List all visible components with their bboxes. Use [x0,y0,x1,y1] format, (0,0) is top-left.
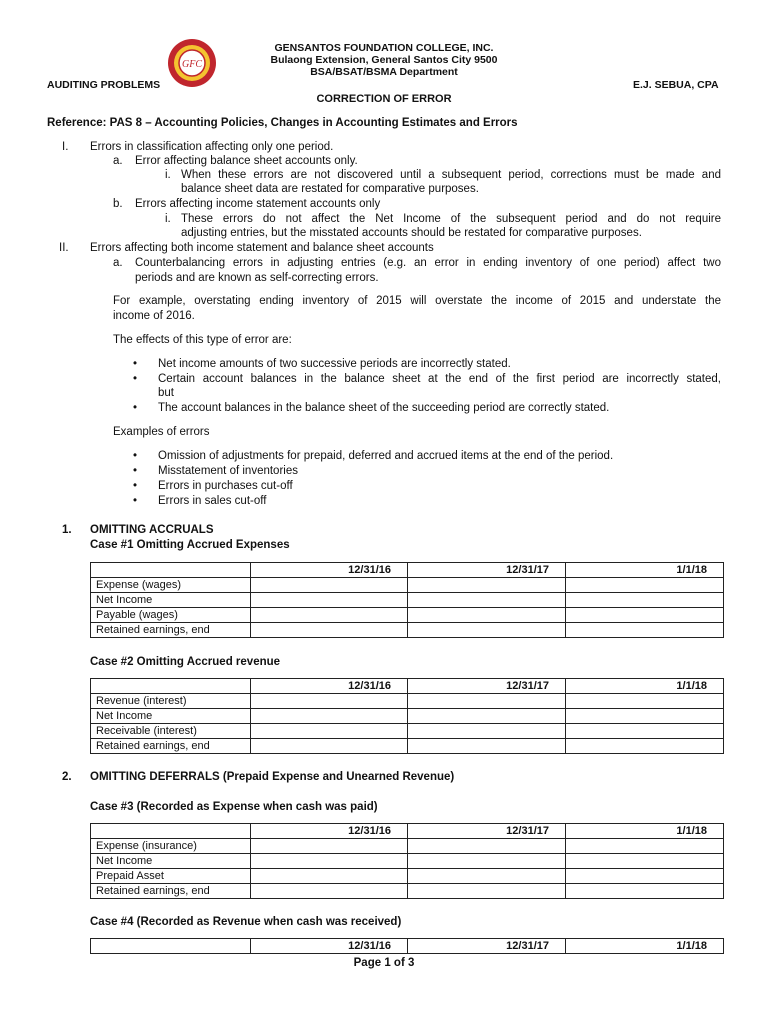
page-title: CORRECTION OF ERROR [316,93,452,105]
outline-num: a. [113,155,123,167]
outline-text: periods and are known as self-correcting errors. [135,272,379,284]
table-cell[interactable] [408,623,566,638]
table-cell[interactable] [408,739,566,754]
table-cell[interactable] [566,869,724,884]
row-label: Net Income [91,593,251,608]
case-title: Case #2 Omitting Accrued revenue [90,656,281,668]
table-cell[interactable] [408,884,566,899]
table-cell[interactable] [251,724,408,739]
table-row [91,839,724,854]
row-label: Payable (wages) [91,608,251,623]
table-row [91,854,724,869]
outline-num: II. [59,242,69,254]
table-cell[interactable] [251,854,408,869]
header-cell: 12/31/16 [251,939,408,954]
row-label: Expense (insurance) [91,839,251,854]
header-cell [91,939,251,954]
case-title: Case #1 Omitting Accrued Expenses [90,539,290,551]
header-cell [91,679,251,694]
header-cell: 1/1/18 [566,939,724,954]
table-cell[interactable] [251,709,408,724]
table-cell[interactable] [408,578,566,593]
table-row [91,739,724,754]
table-cell[interactable] [566,884,724,899]
table-cell[interactable] [408,709,566,724]
paragraph: The effects of this type of error are: [113,334,292,346]
outline-text: Error affecting balance sheet accounts only. [135,155,358,167]
table-cell[interactable] [251,694,408,709]
outline-num: i. [165,169,171,181]
case-table [90,678,724,754]
paragraph: Examples of errors [113,426,210,438]
header-cell: 12/31/16 [251,679,408,694]
table-cell[interactable] [408,839,566,854]
row-label: Retained earnings, end [91,739,251,754]
header-cell [91,563,251,578]
table-header-row [91,679,724,694]
row-label: Retained earnings, end [91,884,251,899]
table-cell[interactable] [251,593,408,608]
table-cell[interactable] [408,869,566,884]
row-label: Prepaid Asset [91,869,251,884]
table-cell[interactable] [251,608,408,623]
department: BSA/BSAT/BSMA Department [310,66,458,78]
table-cell[interactable] [566,608,724,623]
subject: AUDITING PROBLEMS [47,79,161,91]
section-title: OMITTING ACCRUALS [90,524,214,536]
list-item: • Net income amounts of two successive periods are incorrectly stated. [158,357,511,371]
header-cell: 1/1/18 [566,824,724,839]
outline-text: When these errors are not discovered until a subsequent period, corrections must be made and [181,169,721,181]
case-title: Case #4 (Recorded as Revenue when cash was received) [90,916,402,928]
table-cell[interactable] [408,724,566,739]
row-label: Revenue (interest) [91,694,251,709]
outline-text: Errors affecting income statement accounts only [135,198,381,210]
table-row [91,578,724,593]
table-row [91,869,724,884]
table-row [91,593,724,608]
table-cell[interactable] [408,854,566,869]
table-cell[interactable] [566,854,724,869]
table-cell[interactable] [566,739,724,754]
header-cell: 12/31/16 [251,563,408,578]
list-item: • Certain account balances in the balance sheet at the end of the first period are incorrectly stated, [158,372,721,386]
outline-text: adjusting entries, but the misstated accounts should be restated for comparative purposes. [181,227,642,239]
list-item-cont: but [158,387,174,399]
page-number: Page 1 of 3 [353,957,415,969]
case-title: Case #3 (Recorded as Expense when cash was paid) [90,801,378,813]
table-header-row [91,824,724,839]
section-num: 1. [62,524,72,536]
paragraph: For example, overstating ending inventory of 2015 will overstate the income of 2015 and understate the [113,295,721,307]
table-cell[interactable] [408,608,566,623]
table-cell[interactable] [251,623,408,638]
table-cell[interactable] [566,593,724,608]
paragraph: income of 2016. [113,310,195,322]
header-cell: 1/1/18 [566,563,724,578]
instructor: E.J. SEBUA, CPA [633,79,719,91]
header-cell: 12/31/17 [408,563,566,578]
table-header-row [91,563,724,578]
outline-text: Counterbalancing errors in adjusting entries (e.g. an error in ending inventory of one period) affect two [135,257,721,269]
table-cell[interactable] [408,593,566,608]
table-cell[interactable] [251,739,408,754]
section-title: OMITTING DEFERRALS (Prepaid Expense and Unearned Revenue) [90,771,455,783]
outline-text: balance sheet data are restated for comparative purposes. [181,183,479,195]
header-cell: 12/31/17 [408,679,566,694]
table-cell[interactable] [566,724,724,739]
table-cell[interactable] [251,839,408,854]
case-table [90,823,724,899]
header-cell: 1/1/18 [566,679,724,694]
table-row [91,623,724,638]
row-label: Expense (wages) [91,578,251,593]
outline-text: These errors do not affect the Net Income of the subsequent period and do not require [181,213,721,225]
list-item: • The account balances in the balance sheet of the succeeding period are correctly stated. [158,401,609,415]
header-cell [91,824,251,839]
table-cell[interactable] [251,578,408,593]
table-cell[interactable] [566,578,724,593]
header-cell: 12/31/16 [251,824,408,839]
list-item: • Misstatement of inventories [158,464,298,478]
table-cell[interactable] [251,869,408,884]
table-header-row [91,939,724,954]
case-table [90,938,724,954]
header-cell: 12/31/17 [408,824,566,839]
table-cell[interactable] [408,694,566,709]
case-table [90,562,724,638]
table-row [91,694,724,709]
table-cell[interactable] [251,884,408,899]
list-item: • Errors in sales cut-off [158,494,266,508]
college-name: GENSANTOS FOUNDATION COLLEGE, INC. [274,42,494,54]
outline-num: I. [62,141,69,153]
table-cell[interactable] [566,694,724,709]
row-label: Receivable (interest) [91,724,251,739]
reference: Reference: PAS 8 – Accounting Policies, Changes in Accounting Estimates and Errors [47,117,518,129]
table-cell[interactable] [566,839,724,854]
table-row [91,608,724,623]
table-row [91,709,724,724]
svg-text:GFC: GFC [182,59,202,70]
outline-text: Errors affecting both income statement and balance sheet accounts [90,242,434,254]
table-cell[interactable] [566,623,724,638]
college-address: Bulaong Extension, General Santos City 9500 [270,54,498,66]
header-cell: 12/31/17 [408,939,566,954]
row-label: Net Income [91,854,251,869]
outline-num: b. [113,198,123,210]
table-row [91,724,724,739]
outline-num: a. [113,257,123,269]
list-item: • Errors in purchases cut-off [158,479,293,493]
section-num: 2. [62,771,72,783]
table-row [91,884,724,899]
outline-text: Errors in classification affecting only one period. [90,141,334,153]
table-cell[interactable] [566,709,724,724]
list-item: • Omission of adjustments for prepaid, deferred and accrued items at the end of the period. [158,449,613,463]
row-label: Net Income [91,709,251,724]
outline-num: i. [165,213,171,225]
row-label: Retained earnings, end [91,623,251,638]
